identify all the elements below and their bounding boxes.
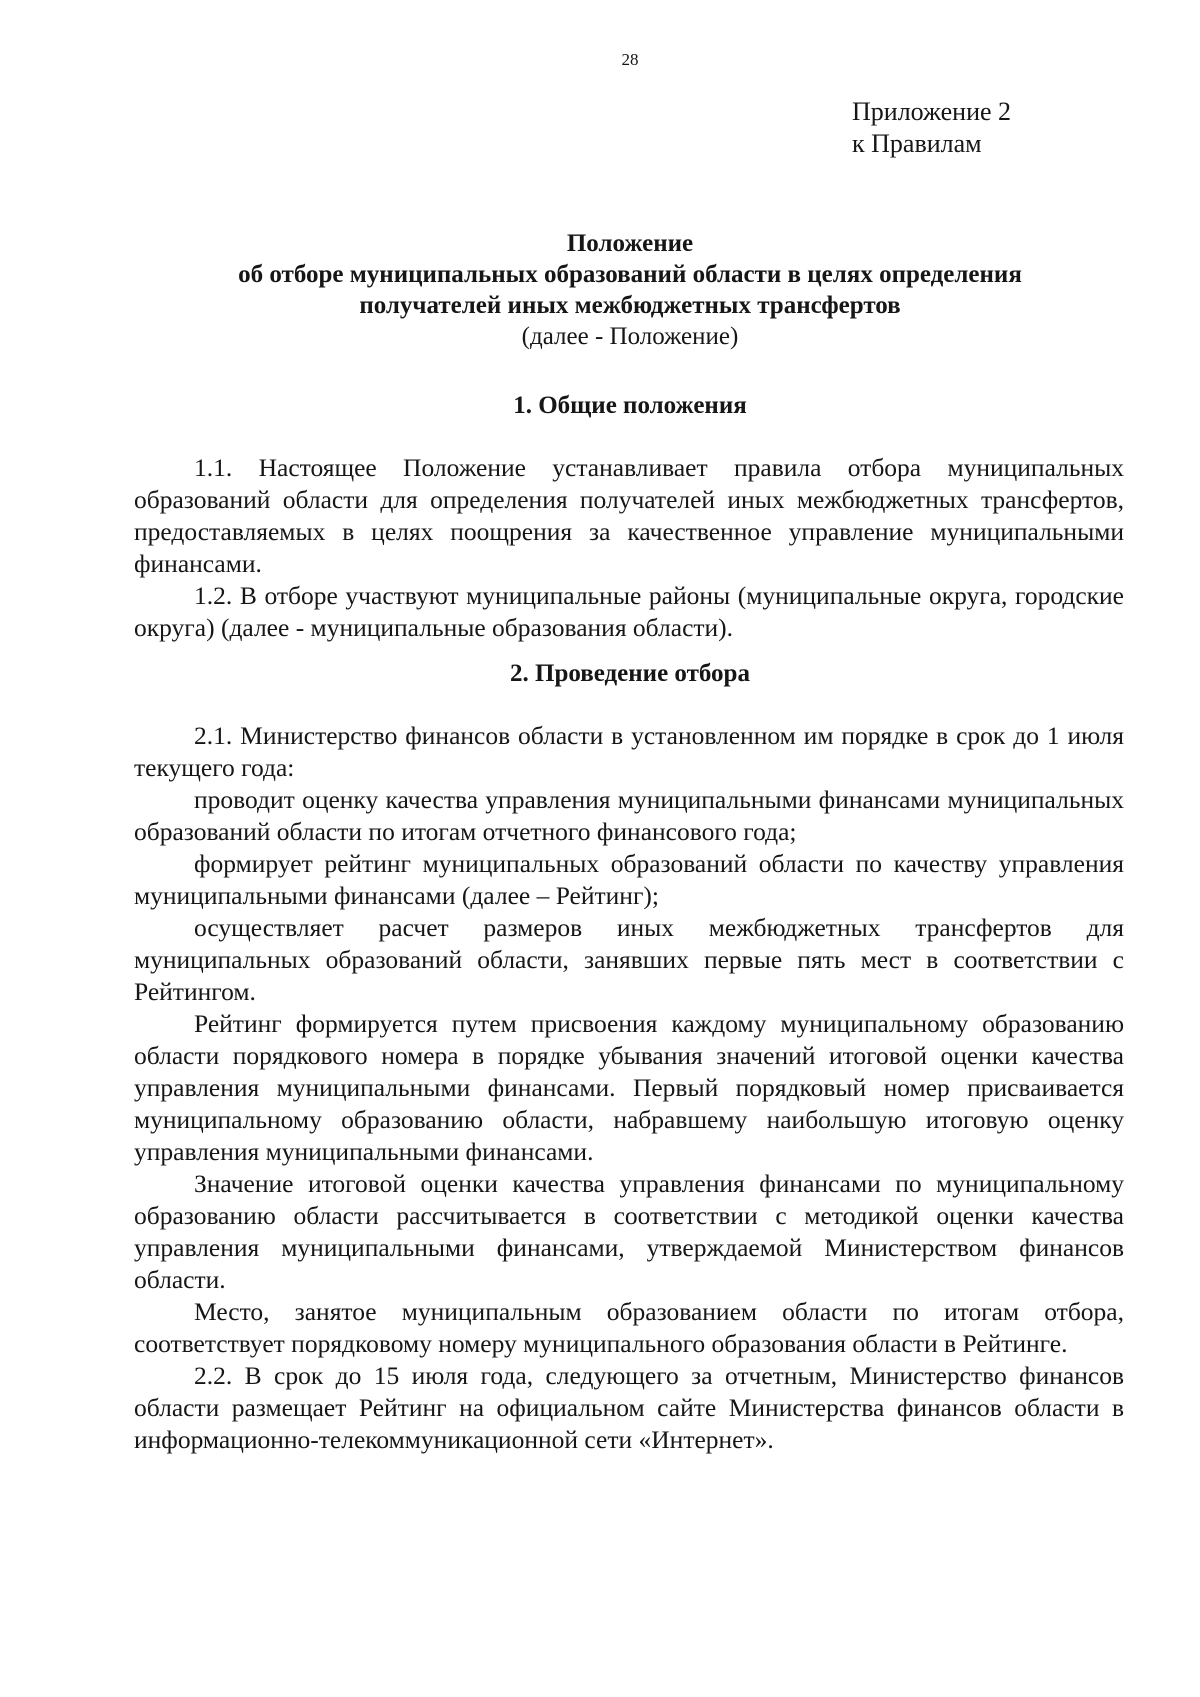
paragraph-2-1-item-1: проводит оценку качества управления муниципальными финансами муниципальных образований области по итогам отчетного финансового года; [134,785,1124,846]
paragraph-2-1-item-3: осуществляет расчет размеров иных межбюджетных трансфертов для муниципальных образований области, занявших первые пять мест в соответствии с Рейтингом. [134,913,1124,1006]
title-line-1: Положение [566,230,694,257]
paragraph-2-2: 2.2. В срок до 15 июля года, следующего за отчетным, Министерство финансов области размещает Рейтинг на официальном сайте Министерства финансов области в информационно-телекоммуникационной сети «Интернет». [134,1361,1124,1454]
paragraph-2-1: 2.1. Министерство финансов области в установленном им порядке в срок до 1 июля текущего года: [134,721,1124,782]
section-2-body [134,720,1124,1456]
title-line-2: об отборе муниципальных образований области в целях определения [238,261,1022,288]
page-number: 28 [621,50,639,69]
section-2-heading: 2. Проведение отбора [510,660,750,687]
paragraph-2-1-item-2: формирует рейтинг муниципальных образований области по качеству управления муниципальными финансами (далее – Рейтинг); [134,849,1124,910]
annex-line-2: к Правилам [852,129,982,158]
annex-line-1: Приложение 2 [852,97,1012,126]
title-line-4: (далее - Положение) [521,323,739,350]
paragraph-rating: Рейтинг формируется путем присвоения каждому муниципальному образованию области порядкового номера в порядке убывания значений итоговой оценки качества управления муниципальными финансами. Первый порядковый номер присваивается муниципальному образованию области, набравшему наибольшую итоговую оценку управления муниципальными финансами. [134,1009,1124,1166]
paragraph-1-2: 1.2. В отборе участвуют муниципальные районы (муниципальные округа, городские округа) (далее - муниципальные образования области). [134,581,1124,642]
section-1-body [134,452,1124,644]
paragraph-final-score: Значение итоговой оценки качества управления финансами по муниципальному образованию области рассчитывается в соответствии с методикой оценки качества управления муниципальными финансами, утверждаемой Министерством финансов области. [134,1169,1124,1294]
paragraph-place: Место, занятое муниципальным образованием области по итогам отбора, соответствует порядковому номеру муниципального образования области в Рейтинге. [134,1297,1124,1358]
title-line-3: получателей иных межбюджетных трансфертов [359,292,901,319]
paragraph-1-1: 1.1. Настоящее Положение устанавливает правила отбора муниципальных образований области для определения получателей иных межбюджетных трансфертов, предоставляемых в целях поощрения за качественное управление муниципальными финансами. [134,453,1124,578]
document-title [130,228,1130,352]
section-1-heading: 1. Общие положения [513,392,747,419]
annex-reference [852,96,1011,160]
